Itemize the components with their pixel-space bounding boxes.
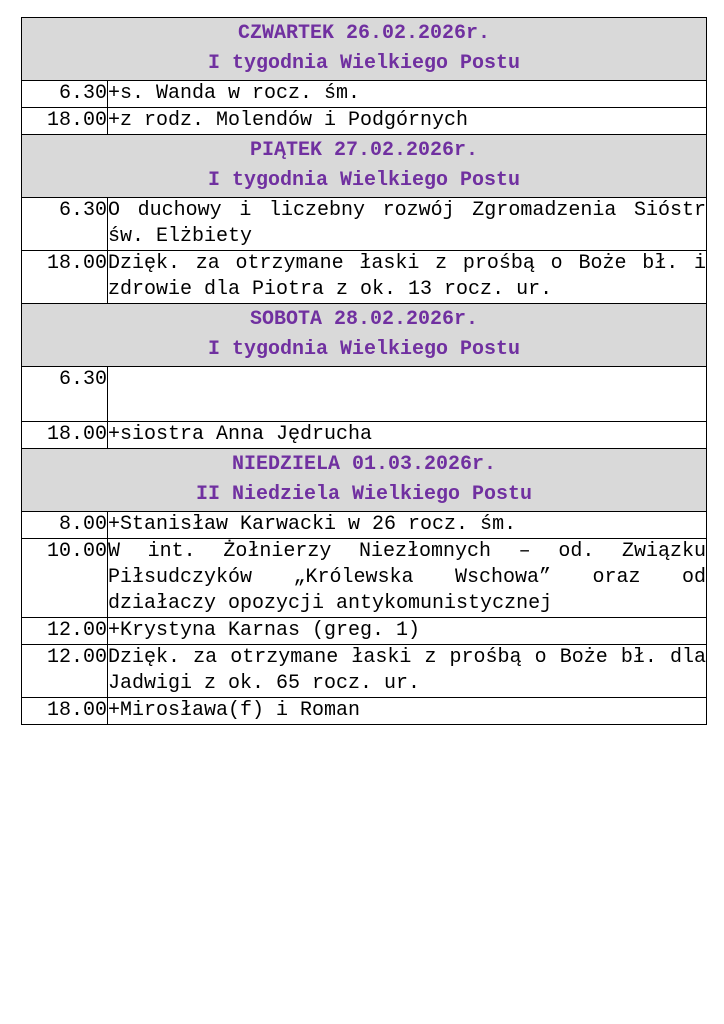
mass-intention: Dzięk. za otrzymane łaski z prośbą o Boże bł. i zdrowie dla Piotra z ok. 13 rocz. ur. [108,251,707,304]
mass-row [22,618,707,645]
mass-row [22,422,707,449]
day-heading: CZWARTEK 26.02.2026r. [237,22,491,45]
day-header [22,18,707,81]
day-heading: NIEDZIELA 01.03.2026r. [231,453,497,476]
day-header-row [22,135,707,198]
mass-intention: +Mirosława(f) i Roman [108,698,707,725]
mass-row [22,539,707,618]
mass-time: 6.30 [22,367,108,422]
mass-intention: +s. Wanda w rocz. śm. [108,81,707,108]
mass-intention: W int. Żołnierzy Niezłomnych – od. Związku Piłsudczyków „Królewska Wschowa” oraz od działaczy opozycji antykomunistycznej [108,539,707,618]
mass-row [22,251,707,304]
mass-time: 18.00 [22,422,108,449]
day-heading: SOBOTA 28.02.2026r. [249,308,479,331]
mass-intention: +siostra Anna Jędrucha [108,422,707,449]
mass-time: 18.00 [22,251,108,304]
mass-time: 6.30 [22,81,108,108]
day-subheading: II Niedziela Wielkiego Postu [195,483,533,506]
mass-intention: Dzięk. za otrzymane łaski z prośbą o Boże bł. dla Jadwigi z ok. 65 rocz. ur. [108,645,707,698]
day-subheading: I tygodnia Wielkiego Postu [207,52,521,75]
day-header [22,135,707,198]
mass-intention: +z rodz. Molendów i Podgórnych [108,108,707,135]
mass-intention: +Stanisław Karwacki w 26 rocz. śm. [108,512,707,539]
mass-time: 12.00 [22,618,108,645]
empty-intention [108,367,706,421]
mass-row [22,367,707,422]
mass-intention: O duchowy i liczebny rozwój Zgromadzenia Sióstr św. Elżbiety [108,198,707,251]
mass-row [22,645,707,698]
mass-row [22,108,707,135]
mass-row [22,81,707,108]
day-header-row [22,304,707,367]
mass-time: 18.00 [22,108,108,135]
mass-intention [108,367,707,422]
mass-intention: +Krystyna Karnas (greg. 1) [108,618,707,645]
mass-row [22,698,707,725]
mass-time: 6.30 [22,198,108,251]
day-subheading: I tygodnia Wielkiego Postu [207,169,521,192]
day-heading: PIĄTEK 27.02.2026r. [249,139,479,162]
mass-time: 8.00 [22,512,108,539]
mass-row [22,198,707,251]
mass-schedule-table [21,17,707,725]
day-header-row [22,18,707,81]
mass-row [22,512,707,539]
day-header-row [22,449,707,512]
day-header [22,449,707,512]
mass-time: 18.00 [22,698,108,725]
day-subheading: I tygodnia Wielkiego Postu [207,338,521,361]
mass-time: 12.00 [22,645,108,698]
day-header [22,304,707,367]
mass-time: 10.00 [22,539,108,618]
